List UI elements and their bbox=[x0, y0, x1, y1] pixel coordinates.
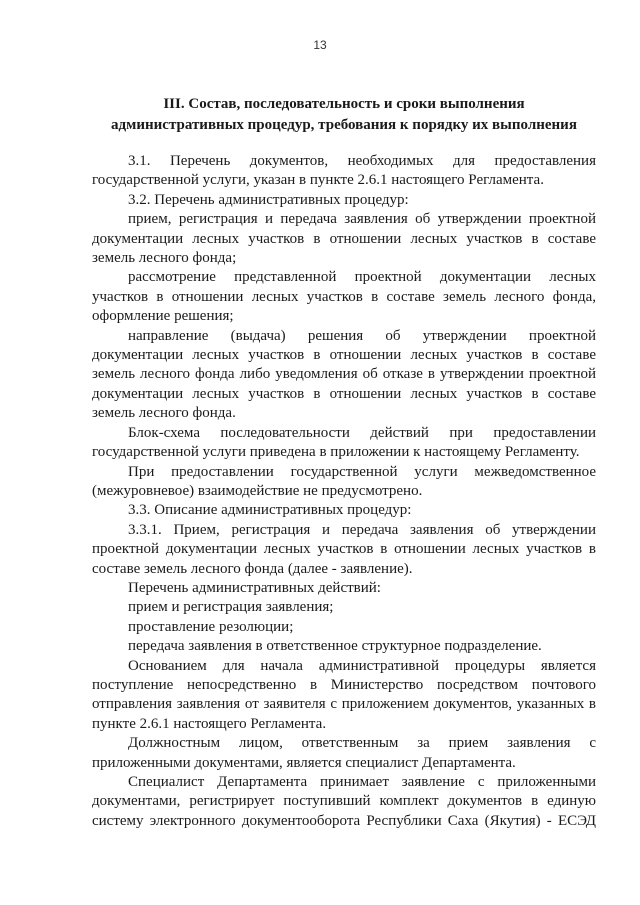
paragraph-line: приложенными документами, является специалист Департамента. bbox=[92, 754, 516, 771]
paragraph-line: участков в отношении лесных участков в составе земель лесного фонда, bbox=[92, 288, 596, 305]
paragraph-line: проектной документации лесных участков в отношении лесных участков в bbox=[92, 541, 596, 558]
paragraph-line: Специалист Департамента принимает заявление с приложенными bbox=[128, 774, 596, 790]
paragraph-line: поступление непосредственно в Министерство посредством почтового bbox=[92, 676, 596, 693]
paragraph bbox=[92, 424, 596, 463]
paragraph bbox=[92, 618, 596, 637]
paragraph-line: государственной услуги приведена в приложении к настоящему Регламенту. bbox=[92, 444, 580, 461]
paragraph-line: документами, регистрирует поступивший комплект документов в единую bbox=[92, 793, 596, 810]
paragraph-line: передача заявления в ответственное структурное подразделение. bbox=[128, 638, 542, 655]
paragraph-line: документации лесных участков в отношении лесных участков в составе bbox=[92, 385, 596, 402]
paragraph-line: Перечень административных действий: bbox=[128, 579, 381, 596]
paragraph bbox=[92, 734, 596, 773]
paragraph bbox=[92, 598, 596, 617]
paragraph-line: При предоставлении государственной услуги межведомственное bbox=[128, 463, 596, 480]
paragraph-line: пункте 2.6.1 настоящего Регламента. bbox=[92, 715, 327, 732]
paragraph-line: Должностным лицом, ответственным за прием заявления с bbox=[128, 735, 596, 752]
section-title-line-1: III. Состав, последовательность и сроки выполнения bbox=[163, 96, 525, 112]
paragraph-line: земель лесного фонда. bbox=[92, 405, 236, 422]
paragraph-line: (межуровневое) взаимодействие не предусмотрено. bbox=[92, 482, 423, 499]
paragraph-line: документации лесных участков в отношении лесных участков в составе bbox=[92, 347, 596, 364]
paragraph-line: рассмотрение представленной проектной документации лесных bbox=[128, 269, 596, 286]
paragraph bbox=[92, 210, 596, 268]
paragraph bbox=[92, 501, 596, 520]
paragraph-line: 3.2. Перечень административных процедур: bbox=[128, 191, 409, 208]
paragraph-line: отправления заявления от заявителя с приложением документов, указанных в bbox=[92, 696, 596, 713]
paragraph bbox=[92, 773, 596, 831]
document-body bbox=[92, 152, 596, 831]
paragraph-line: 3.1. Перечень документов, необходимых для предоставления bbox=[128, 153, 596, 169]
page-number: 13 bbox=[313, 38, 327, 52]
paragraph bbox=[92, 657, 596, 735]
paragraph bbox=[92, 327, 596, 424]
paragraph bbox=[92, 463, 596, 502]
paragraph-line: направление (выдача) решения об утверждении проектной bbox=[128, 327, 596, 344]
paragraph bbox=[92, 579, 596, 598]
paragraph bbox=[92, 268, 596, 326]
paragraph bbox=[92, 152, 596, 191]
paragraph bbox=[92, 191, 596, 210]
paragraph-line: земель лесного фонда; bbox=[92, 250, 237, 267]
paragraph bbox=[92, 521, 596, 579]
paragraph-line: прием, регистрация и передача заявления об утверждении проектной bbox=[128, 211, 596, 228]
paragraph-line: систему электронного документооборота Республики Саха (Якутия) - ЕСЭД bbox=[92, 812, 596, 829]
paragraph-line: государственной услуги, указан в пункте 2.6.1 настоящего Регламента. bbox=[92, 172, 544, 189]
paragraph-line: земель лесного фонда либо уведомления об отказе в утверждении проектной bbox=[92, 366, 596, 383]
paragraph-line: Блок-схема последовательности действий при предоставлении bbox=[128, 424, 596, 441]
paragraph-line: составе земель лесного фонда (далее - заявление). bbox=[92, 560, 413, 577]
paragraph bbox=[92, 637, 596, 656]
paragraph-line: 3.3. Описание административных процедур: bbox=[128, 502, 412, 519]
section-title bbox=[92, 94, 596, 136]
paragraph-line: оформление решения; bbox=[92, 308, 234, 325]
paragraph-line: документации лесных участков в отношении лесных участков в составе bbox=[92, 230, 596, 247]
paragraph-line: проставление резолюции; bbox=[128, 618, 294, 635]
paragraph-line: 3.3.1. Прием, регистрация и передача заявления об утверждении bbox=[128, 521, 596, 538]
section-title-line-2: административных процедур, требования к порядку их выполнения bbox=[111, 117, 577, 133]
paragraph-line: прием и регистрация заявления; bbox=[128, 599, 334, 616]
paragraph-line: Основанием для начала административной процедуры является bbox=[128, 657, 596, 674]
